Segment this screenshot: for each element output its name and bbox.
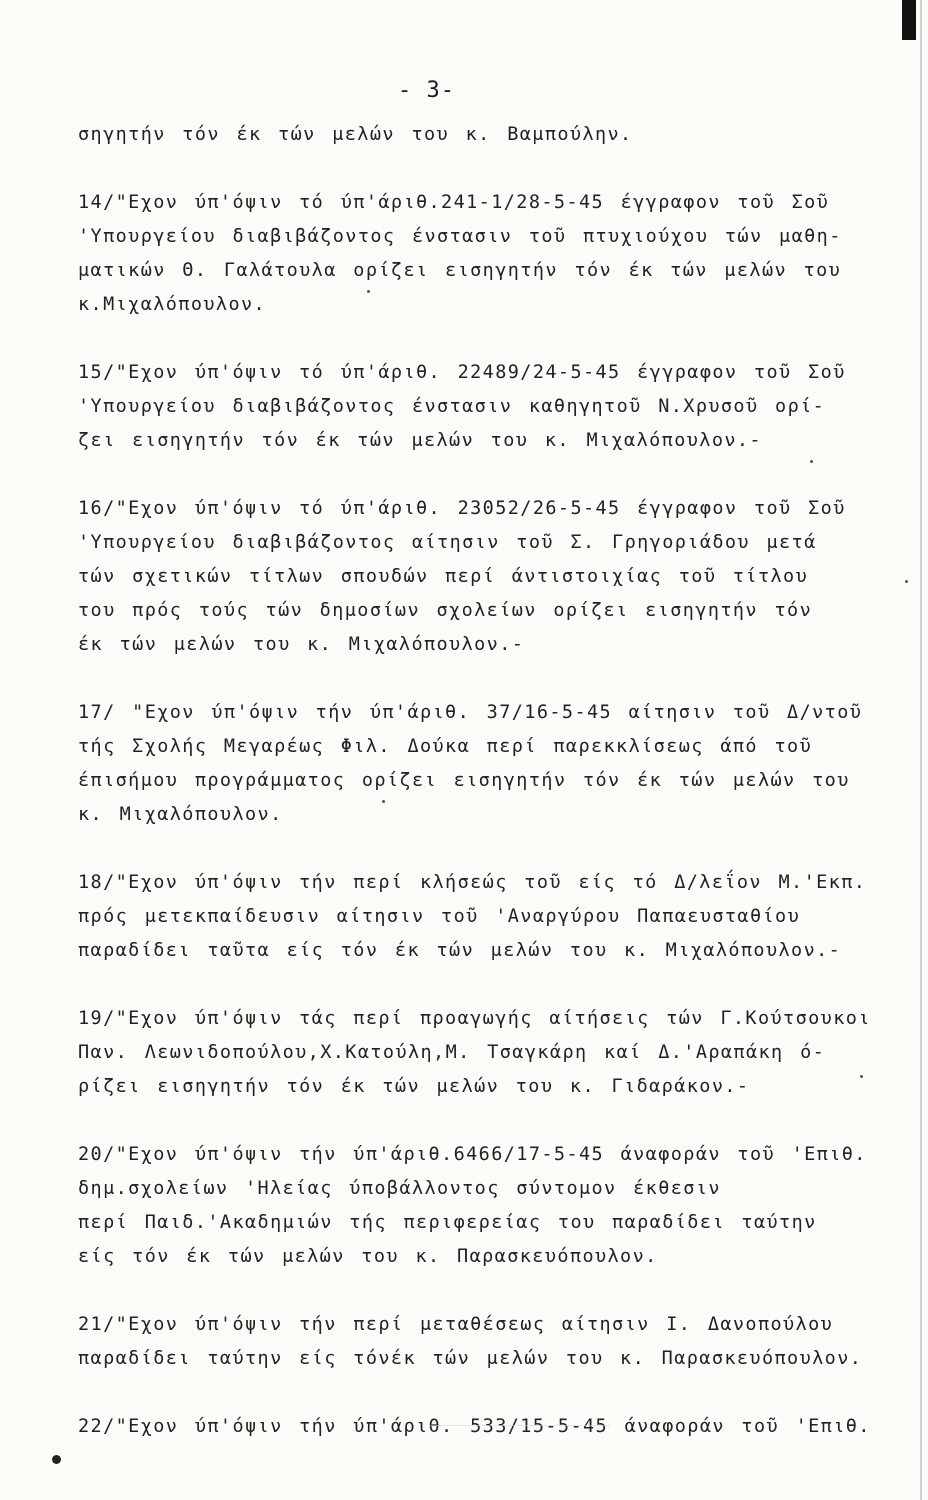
paragraph bbox=[78, 1308, 908, 1376]
ink-speck bbox=[382, 800, 385, 803]
text-line: έπισήμου προγράμματος ορίζει εισηγητήν τόν έκ τών μελών του bbox=[78, 770, 850, 791]
paragraph bbox=[78, 492, 908, 662]
text-line: τών σχετικών τίτλων σπουδών περί άντιστοιχίας τοῦ τίτλου bbox=[78, 566, 809, 587]
text-line: δημ.σχολείων 'Ηλείας ύποβάλλοντος σύντομον έκθεσιν bbox=[78, 1178, 721, 1199]
text-line: ζει εισηγητήν τόν έκ τών μελών του κ. Μιχαλόπουλον.- bbox=[78, 430, 762, 451]
punch-hole bbox=[52, 1455, 61, 1464]
paragraph bbox=[78, 1002, 908, 1104]
page-number: - 3- bbox=[398, 78, 455, 103]
corner-mark bbox=[902, 0, 916, 40]
text-line: 20/"Εχον ύπ'όψιν τήν ύπ'άριθ.6466/17-5-45 άναφοράν τοῦ 'Επιθ. bbox=[78, 1144, 867, 1165]
text-line: 18/"Εχον ύπ'όψιν τήν περί κλήσεώς τοῦ είς τό Δ/λεΐον Μ.'Εκπ. bbox=[78, 872, 867, 893]
text-line: 'Υπουργείου διαβιβάζοντος ένστασιν καθηγητοῦ Ν.Χρυσοῦ ορί- bbox=[78, 396, 826, 417]
text-line: 19/"Εχον ύπ'όψιν τάς περί προαγωγής αίτήσεις τών Γ.Κούτσουκοι bbox=[78, 1008, 871, 1029]
text-line: ρίζει εισηγητήν τόν έκ τών μελών του κ. Γιδαράκον.- bbox=[78, 1076, 750, 1097]
ink-speck bbox=[367, 290, 370, 293]
page-edge bbox=[920, 0, 922, 1500]
text-line: Παν. Λεωνιδοπούλου,Χ.Κατούλη,Μ. Τσαγκάρη καί Δ.'Αραπάκη ό- bbox=[78, 1042, 826, 1063]
text-line: παραδίδει ταῦτα είς τόν έκ τών μελών του κ. Μιχαλόπουλον.- bbox=[78, 940, 842, 961]
text-line: περί Παιδ.'Ακαδημιών τής περιφερείας του παραδίδει ταύτην bbox=[78, 1212, 817, 1233]
text-line: 17/ "Εχον ύπ'όψιν τήν ύπ'άριθ. 37/16-5-45 αίτησιν τοῦ Δ/ντοῦ bbox=[78, 702, 863, 723]
faint-stamp bbox=[430, 1425, 610, 1440]
paragraph bbox=[78, 696, 908, 832]
text-line: 'Υπουργείου διαβιβάζοντος ένστασιν τοῦ πτυχιούχου τών μαθη- bbox=[78, 226, 842, 247]
text-line: του πρός τούς τών δημοσίων σχολείων ορίζει εισηγητήν τόν bbox=[78, 600, 813, 621]
document-body bbox=[78, 118, 908, 1444]
text-line: 22/"Εχον ύπ'όψιν τήν ύπ'άριθ. 533/15-5-45 άναφοράν τοῦ 'Επιθ. bbox=[78, 1416, 871, 1437]
text-line: είς τόν έκ τών μελών του κ. Παρασκευόπουλον. bbox=[78, 1246, 658, 1267]
text-line: πρός μετεκπαίδευσιν αίτησιν τοῦ 'Αναργύρου Παπαευσταθίου bbox=[78, 906, 801, 927]
ink-speck bbox=[860, 1075, 863, 1078]
text-line: κ.Μιχαλόπουλον. bbox=[78, 294, 267, 315]
text-line: 14/"Εχον ύπ'όψιν τό ύπ'άριθ.241-1/28-5-45 έγγραφον τοῦ Σοῦ bbox=[78, 192, 830, 213]
paragraph bbox=[78, 1138, 908, 1274]
text-line: 15/"Εχον ύπ'όψιν τό ύπ'άριθ. 22489/24-5-45 έγγραφον τοῦ Σοῦ bbox=[78, 362, 846, 383]
text-line: σηγητήν τόν έκ τών μελών του κ. Βαμπούλην. bbox=[78, 124, 633, 145]
paragraph bbox=[78, 356, 908, 458]
paragraph bbox=[78, 866, 908, 968]
text-line: 21/"Εχον ύπ'όψιν τήν περί μεταθέσεως αίτησιν Ι. Δανοπούλου bbox=[78, 1314, 834, 1335]
paragraph bbox=[78, 118, 908, 152]
text-line: έκ τών μελών του κ. Μιχαλόπουλον.- bbox=[78, 634, 525, 655]
text-line: 16/"Εχον ύπ'όψιν τό ύπ'άριθ. 23052/26-5-45 έγγραφον τοῦ Σοῦ bbox=[78, 498, 846, 519]
text-line: 'Υπουργείου διαβιβάζοντος αίτησιν τοῦ Σ. Γρηγοριάδου μετά bbox=[78, 532, 817, 553]
paragraph bbox=[78, 186, 908, 322]
text-line: παραδίδει ταύτην είς τόνέκ τών μελών του κ. Παρασκευόπουλον. bbox=[78, 1348, 863, 1369]
ink-speck bbox=[905, 580, 908, 583]
text-line: κ. Μιχαλόπουλον. bbox=[78, 804, 283, 825]
ink-speck bbox=[810, 460, 813, 463]
text-line: ματικών Θ. Γαλάτουλα ορίζει εισηγητήν τόν έκ τών μελών του bbox=[78, 260, 842, 281]
text-line: τής Σχολής Μεγαρέως Φιλ. Δούκα περί παρεκκλίσεως άπό τοῦ bbox=[78, 736, 813, 757]
